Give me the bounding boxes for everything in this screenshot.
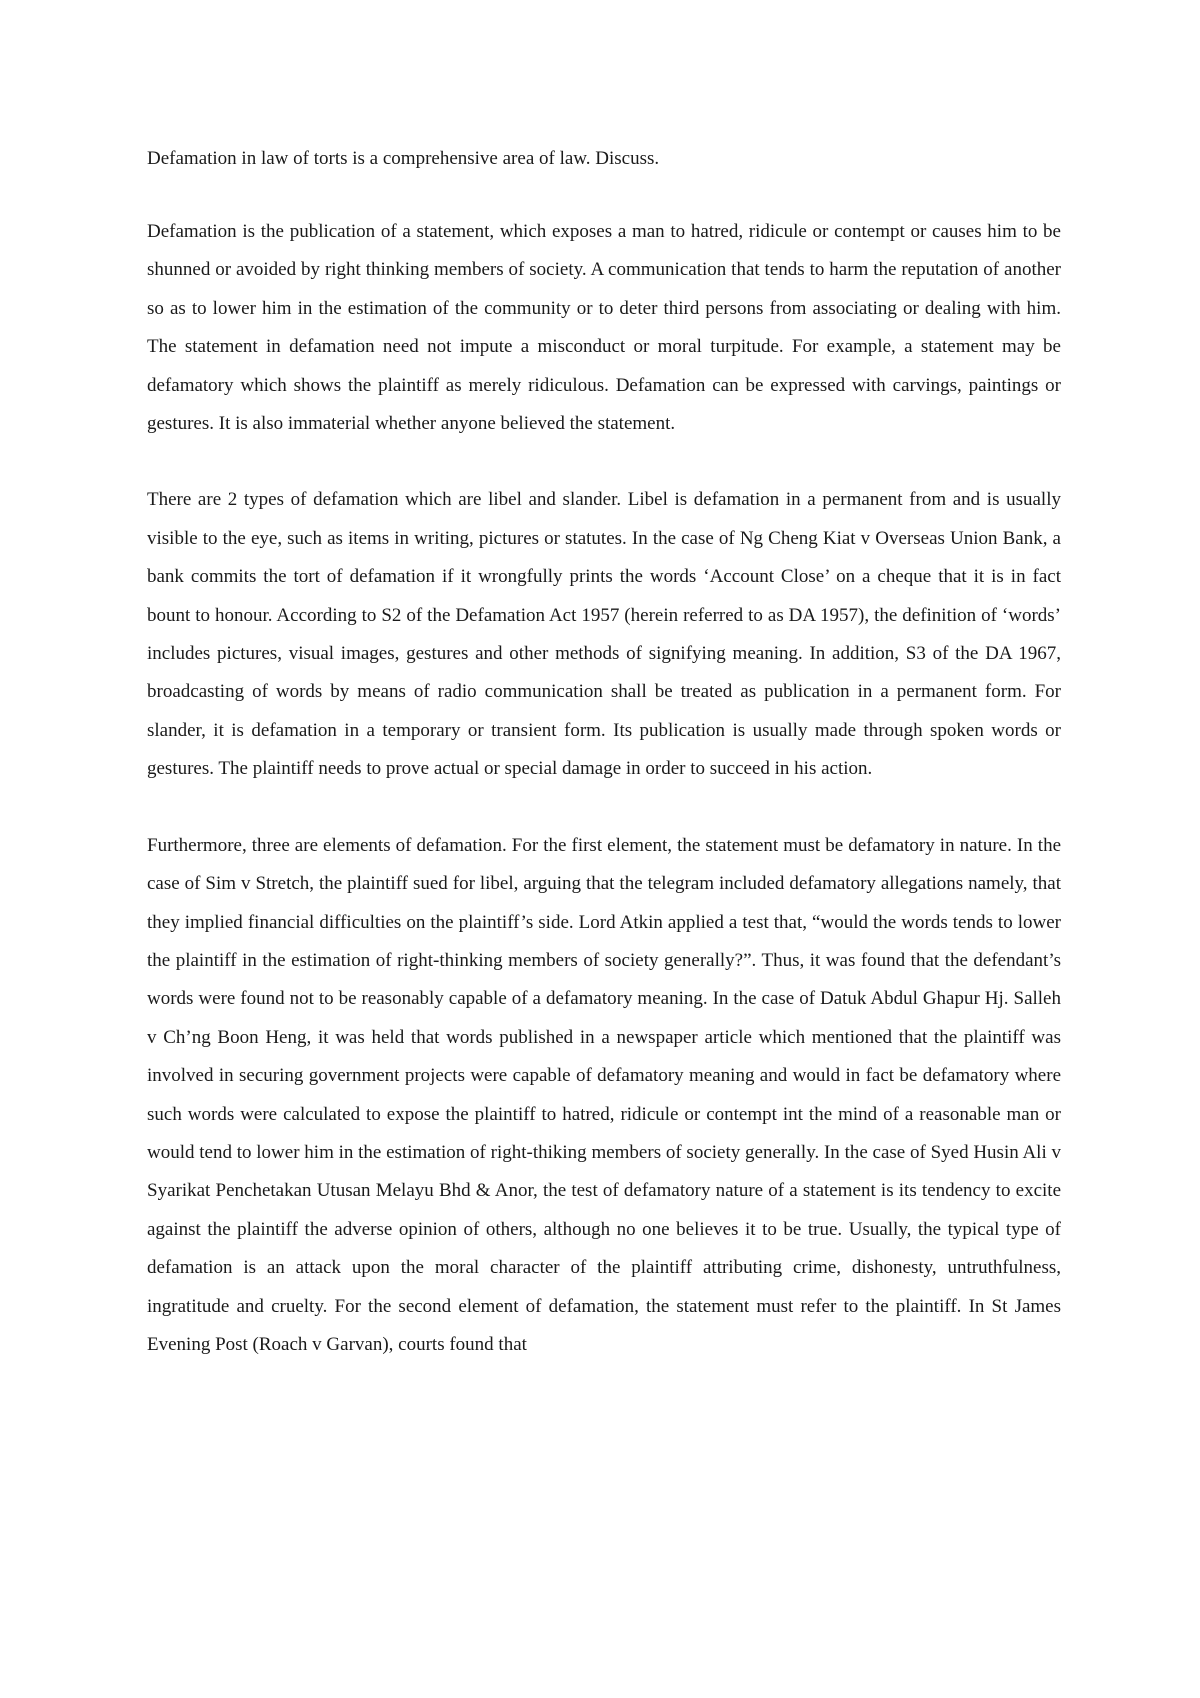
document-body [147,143,1061,1364]
paragraph-elements-of-defamation: Furthermore, three are elements of defamation. For the first element, the statement must be defamatory in nature. In the case of Sim v Stretch, the plaintiff sued for libel, arguing that the telegram included defamatory allegations namely, that they implied financial difficulties on the plaintiff’s side. Lord Atkin applied a test that, “would the words tends to lower the plaintiff in the estimation of right-thinking members of society generally?”. Thus, it was found that the defendant’s words were found not to be reasonably capable of a defamatory meaning. In the case of Datuk Abdul Ghapur Hj. Salleh v Ch’ng Boon Heng, it was held that words published in a newspaper article which mentioned that the plaintiff was involved in securing government projects were capable of defamatory meaning and would in fact be defamatory where such words were calculated to expose the plaintiff to hatred, ridicule or contempt int the mind of a reasonable man or would tend to lower him in the estimation of right-thiking members of society generally. In the case of Syed Husin Ali v Syarikat Penchetakan Utusan Melayu Bhd & Anor, the test of defamatory nature of a statement is its tendency to excite against the plaintiff the adverse opinion of others, although no one believes it to be true. Usually, the typical type of defamation is an attack upon the moral character of the plaintiff attributing crime, dishonesty, untruthfulness, ingratitude and cruelty. For the second element of defamation, the statement must refer to the plaintiff. In St James Evening Post (Roach v Garvan), courts found that [147,834,1061,1355]
paragraph-types-of-defamation: There are 2 types of defamation which are libel and slander. Libel is defamation in a permanent from and is usually visible to the eye, such as items in writing, pictures or statutes. In the case of Ng Cheng Kiat v Overseas Union Bank, a bank commits the tort of defamation if it wrongfully prints the words ‘Account Close’ on a cheque that it is in fact bount to honour. According to S2 of the Defamation Act 1957 (herein referred to as DA 1957), the definition of ‘words’ includes pictures, visual images, gestures and other methods of signifying meaning. In addition, S3 of the DA 1967, broadcasting of words by means of radio communication shall be treated as publication in a permanent form. For slander, it is defamation in a temporary or transient form. Its publication is usually made through spoken words or gestures. The plaintiff needs to prove actual or special damage in order to succeed in his action. [147,489,1061,780]
document-title: Defamation in law of torts is a comprehensive area of law. Discuss. [147,148,660,169]
paragraph-definition: Defamation is the publication of a statement, which exposes a man to hatred, ridicule or contempt or causes him to be shunned or avoided by right thinking members of society. A communication that tends to harm the reputation of another so as to lower him in the estimation of the community or to deter third persons from associating or dealing with him. The statement in defamation need not impute a misconduct or moral turpitude. For example, a statement may be defamatory which shows the plaintiff as merely ridiculous. Defamation can be expressed with carvings, paintings or gestures. It is also immaterial whether anyone believed the statement. [147,221,1061,435]
